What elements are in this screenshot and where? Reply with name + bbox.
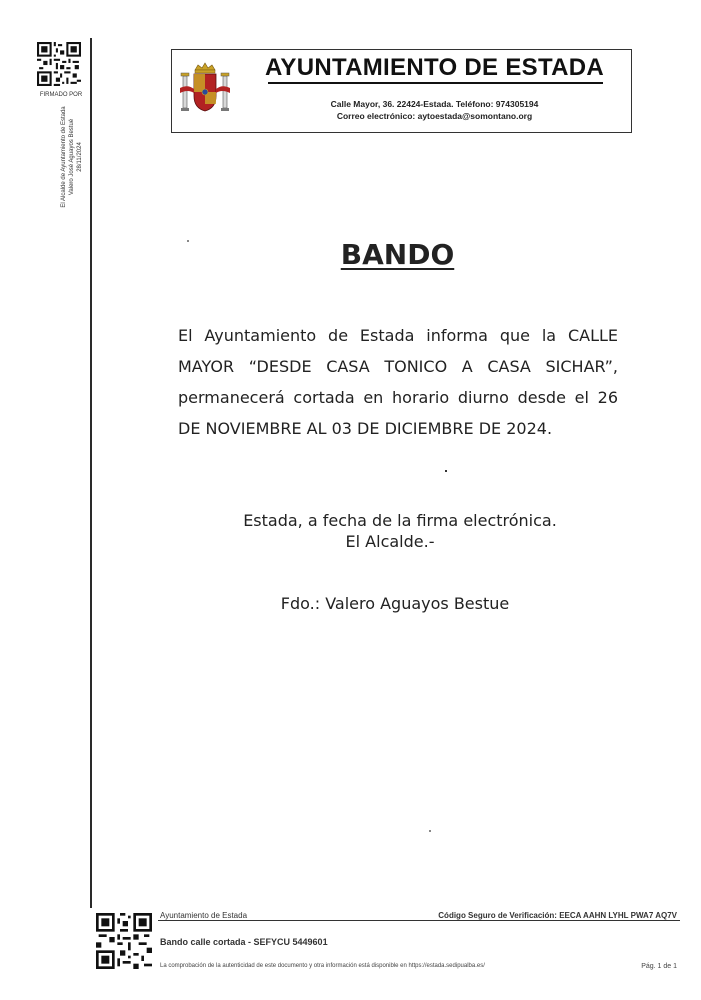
spanish-coat-of-arms-icon <box>178 62 232 118</box>
signature-line: Fdo.: Valero Aguayos Bestue <box>280 594 510 613</box>
title-underline <box>268 82 603 84</box>
page-number: Pág. 1 de 1 <box>641 963 677 970</box>
signer-role: El Alcalde de Ayuntamiento de Estada <box>61 106 67 208</box>
address-phone: Calle Mayor, 36. 22424-Estada. Teléfono: 974305194 <box>330 99 539 109</box>
notice-title: BANDO <box>340 238 455 271</box>
footer-entity: Ayuntamiento de Estada <box>160 911 248 920</box>
date-line: Estada, a fecha de la firma electrónica. <box>243 511 557 530</box>
left-margin-rule <box>90 38 92 908</box>
scan-speck <box>187 240 189 242</box>
signed-by-label: FIRMADO POR <box>39 92 83 98</box>
municipality-title: AYUNTAMIENTO DE ESTADA <box>264 54 605 81</box>
scan-speck <box>445 470 447 472</box>
scan-speck <box>429 830 431 832</box>
authenticity-note: La comprobación de la autenticidad de este documento y otra información está disponible en https://estada.sedipualba.es/ <box>160 963 485 969</box>
side-qr-code-icon <box>37 42 81 86</box>
signature-details <box>60 92 84 222</box>
footer-rule <box>158 920 680 921</box>
signed-date: 28/11/2024 <box>77 142 83 172</box>
document-reference: Bando calle cortada - SEFYCU 5449601 <box>160 937 328 947</box>
footer-qr-code-icon <box>96 913 152 969</box>
letterhead <box>171 49 632 133</box>
notice-body: El Ayuntamiento de Estada informa que la CALLE MAYOR “DESDE CASA TONICO A CASA SICHAR”, permanecerá cortada en horario diurno desde el 26 DE NOVIEMBRE AL 03 DE DICIEMBRE DE 2024. <box>178 326 618 438</box>
email-address: Correo electrónico: aytoestada@somontano.org <box>336 111 533 121</box>
verification-code: Código Seguro de Verificación: EECA AAHN LYHL PWA7 AQ7V <box>438 911 677 920</box>
mayor-line: El Alcalde.- <box>345 532 435 551</box>
signer-name: Valero José Aguayos Bestué <box>69 118 75 196</box>
